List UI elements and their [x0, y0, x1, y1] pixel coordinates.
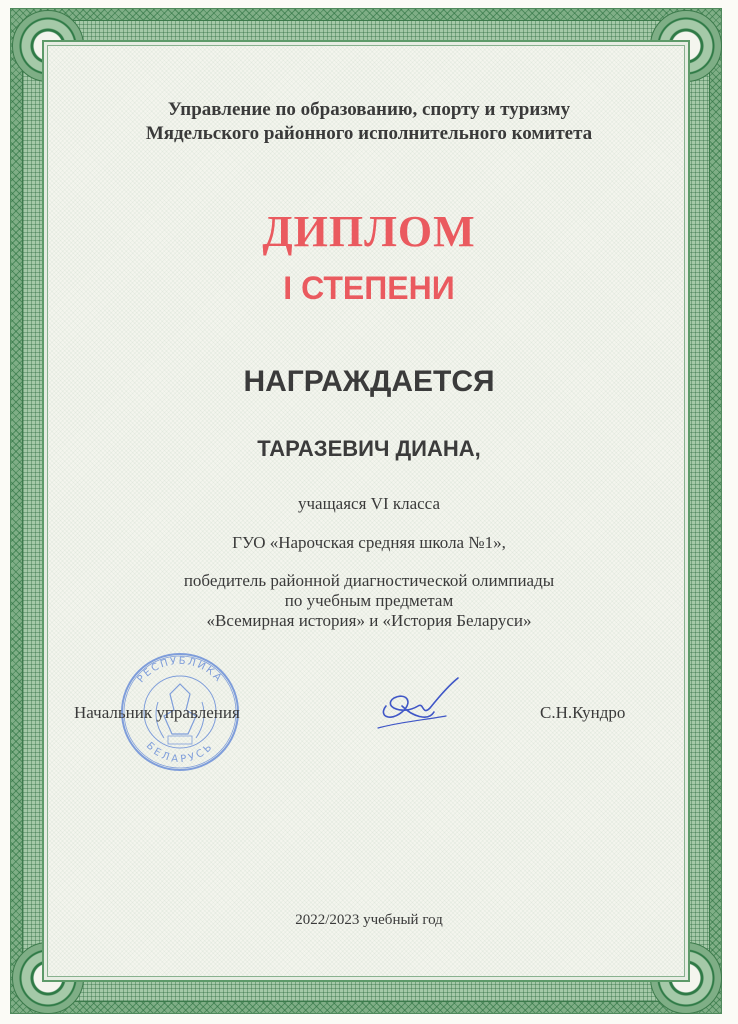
signatory-name: С.Н.Кундро	[540, 703, 626, 722]
issuer-line-1: Управление по образованию, спорту и туризму	[167, 99, 571, 120]
diploma-title: ДИПЛОМ	[262, 207, 476, 256]
recipient-name: ТАРАЗЕВИЧ ДИАНА,	[257, 436, 481, 461]
diploma-degree: I СТЕПЕНИ	[283, 270, 455, 306]
issuer-line-2: Мядельского районного исполнительного комитета	[145, 123, 593, 144]
signatory-title: Начальник управления	[74, 703, 240, 722]
description-line-2: по учебным предметам	[284, 591, 454, 610]
class-info: учащаяся VI класса	[298, 494, 440, 513]
awarded-heading: НАГРАЖДАЕТСЯ	[243, 365, 495, 398]
svg-text:РЕСПУБЛИКА: РЕСПУБЛИКА	[135, 655, 225, 686]
description-line-3: «Всемирная история» и «История Беларуси»	[206, 611, 532, 630]
handwritten-signature	[372, 672, 464, 734]
svg-text:БЕЛАРУСЬ: БЕЛАРУСЬ	[143, 740, 217, 766]
award-description	[0, 571, 738, 631]
description-line-1: победитель районной диагностической олимпиады	[183, 571, 555, 590]
issuer-header	[0, 98, 738, 146]
academic-year: 2022/2023 учебный год	[295, 912, 443, 928]
school-name: ГУО «Нарочская средняя школа №1»,	[232, 533, 506, 552]
